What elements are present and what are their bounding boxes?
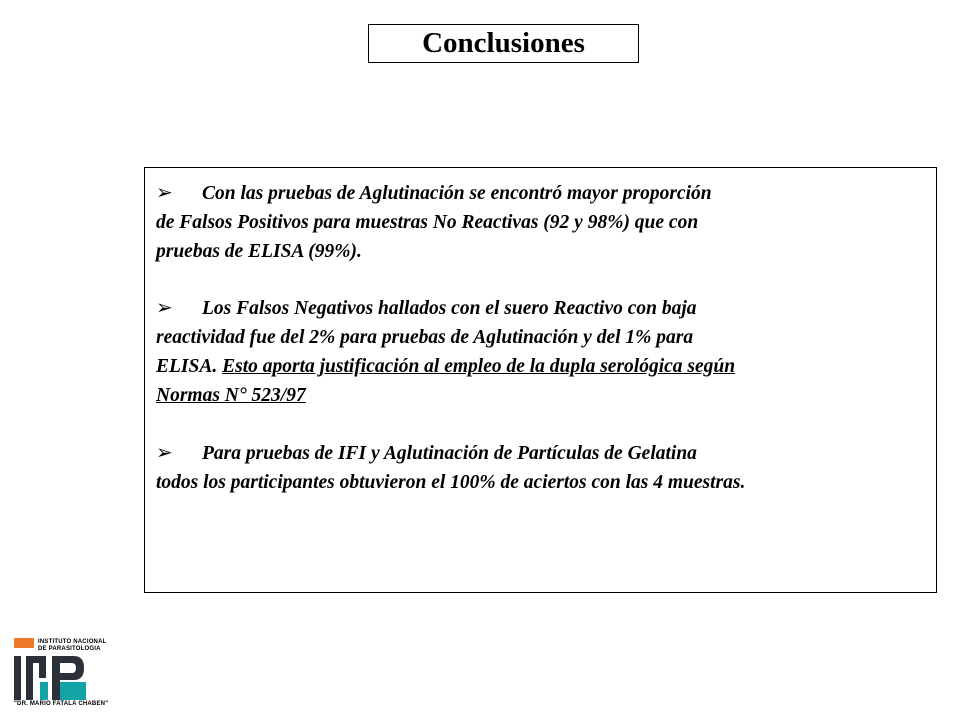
conclusion-1-line-1: Con las pruebas de Aglutinación se encontró mayor proporción [202,183,712,204]
conclusion-item-2 [156,293,916,410]
conclusions-box [144,167,937,593]
logo-teal-block [40,682,48,700]
conclusion-item-1 [156,178,916,266]
conclusion-1-line-3: pruebas de ELISA (99%). [156,241,362,262]
page-title [368,24,639,63]
arrow-bullet-icon: ➢ [156,180,173,204]
conclusion-3-line-2: todos los participantes obtuvieron el 100% de aciertos con las 4 muestras. [156,472,746,493]
conclusion-2-line-4-underlined: Normas N° 523/97 [156,385,306,406]
conclusion-2-line-3-plain: ELISA. [156,356,223,377]
conclusion-item-3 [156,438,916,497]
logo-teal-base [60,682,86,700]
logo-letter-i [14,656,21,700]
inp-logo [14,638,114,708]
logo-line-3: "DR. MARIO FATALA CHABEN" [14,701,109,707]
arrow-bullet-icon: ➢ [156,440,173,464]
logo-orange-block [14,638,34,648]
logo-line-1: INSTITUTO NACIONAL [38,639,107,645]
logo-line-2: DE PARASITOLOGIA [38,646,101,652]
page-title-text: Conclusiones [422,27,585,59]
arrow-bullet-icon: ➢ [156,295,173,319]
conclusion-2-line-1: Los Falsos Negativos hallados con el suero Reactivo con baja [202,298,697,319]
conclusion-1-line-2: de Falsos Positivos para muestras No Reactivas (92 y 98%) que con [156,212,699,233]
conclusion-2-line-3-underlined: Esto aporta justificación al empleo de la dupla serológica según [222,356,736,377]
conclusion-2-line-2: reactividad fue del 2% para pruebas de Aglutinación y del 1% para [156,327,694,348]
conclusion-3-line-1: Para pruebas de IFI y Aglutinación de Partículas de Gelatina [202,443,697,464]
